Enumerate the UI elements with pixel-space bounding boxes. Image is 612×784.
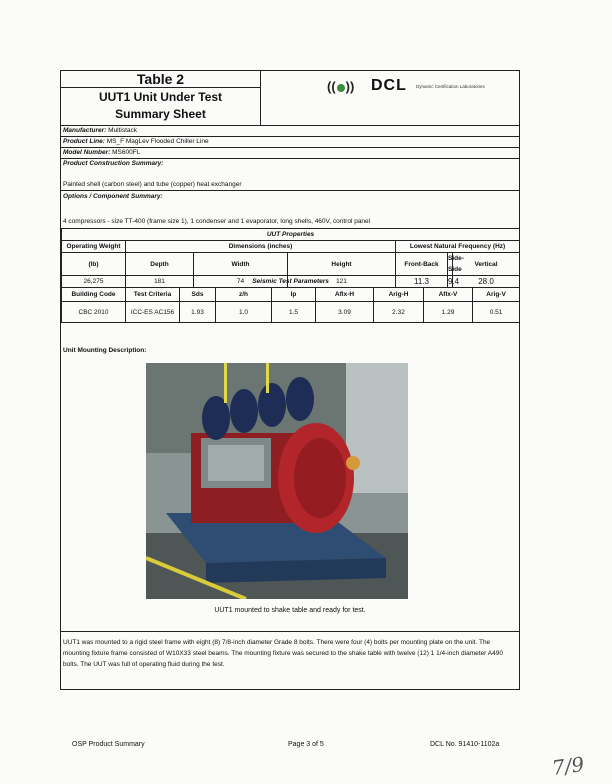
col-header: Arig-V xyxy=(473,288,520,302)
logo-globe-icon xyxy=(337,84,345,92)
table-cell: 1.0 xyxy=(216,302,272,323)
construction-value: Painted shell (carbon steel) and tube (copper) heat exchanger xyxy=(63,181,242,188)
footer-dcl-number: DCL No. 91410-1102a xyxy=(430,741,500,748)
product-line-value: MS_F MagLev Flooded Chiller Line xyxy=(106,138,209,145)
table-title: Table 2 xyxy=(61,71,260,88)
manufacturer-value: Multistack xyxy=(108,127,138,134)
col-header: Side-Side xyxy=(448,253,453,276)
chiller-photo-illustration xyxy=(146,363,408,599)
dimensions-header: Dimensions (inches) xyxy=(126,241,396,253)
handwritten-note: 7/9 xyxy=(550,751,586,781)
col-header: Test Criteria xyxy=(126,288,180,302)
weight-unit: (lb) xyxy=(62,253,126,276)
seismic-table xyxy=(61,275,520,323)
table-cell: 1.5 xyxy=(272,302,316,323)
construction-label-row xyxy=(61,158,519,169)
seismic-title: Seismic Test Parameters xyxy=(62,276,520,288)
options-value-row xyxy=(61,202,519,228)
frequency-header: Lowest Natural Frequency (Hz) xyxy=(396,241,520,253)
sheet-subtitle-2: Summary Sheet xyxy=(115,107,206,121)
uut-properties-title: UUT Properties xyxy=(62,229,520,241)
col-header: Width xyxy=(194,253,288,276)
weight-header: Operating Weight xyxy=(62,241,126,253)
table-cell: 9.4 xyxy=(448,277,460,286)
col-header: z/h xyxy=(216,288,272,302)
options-label-row xyxy=(61,191,519,202)
table-cell: 11.3 xyxy=(396,276,448,288)
manufacturer-label: Manufacturer: xyxy=(63,127,107,134)
model-value: MS600FL xyxy=(112,149,141,156)
sheet-header xyxy=(61,71,519,126)
table-cell: 1.93 xyxy=(180,302,216,323)
table-cell: CBC 2010 xyxy=(62,302,126,323)
table-cell: 28.0 xyxy=(453,276,520,288)
table-cell: ICC-ES AC156 xyxy=(126,302,180,323)
uut-photo xyxy=(146,363,408,599)
footer-page-number: Page 3 of 5 xyxy=(288,741,324,748)
options-label: Options / Component Summary: xyxy=(63,193,163,200)
table-cell: 1.29 xyxy=(424,302,473,323)
col-header: Aflx-H xyxy=(316,288,374,302)
summary-sheet xyxy=(60,70,520,690)
logo-subtext: Dynamic Certification Laboratories xyxy=(416,84,485,89)
footer-left: OSP Product Summary xyxy=(72,741,145,748)
table-cell: 0.51 xyxy=(473,302,520,323)
table-cell: 121 xyxy=(288,276,396,288)
col-header: Aflx-V xyxy=(424,288,473,302)
construction-value-row xyxy=(61,169,519,191)
table-cell: 2.32 xyxy=(374,302,424,323)
col-header: Sds xyxy=(180,288,216,302)
title-block xyxy=(61,71,261,125)
options-value: 4 compressors - size TT-400 (frame size 1), 1 condenser and 1 evaporator, long shells, 460V, control panel xyxy=(63,218,371,225)
col-header: Front-Back xyxy=(396,253,448,276)
dcl-logo xyxy=(261,71,519,125)
construction-label: Product Construction Summary: xyxy=(63,160,164,167)
col-header: Vertical xyxy=(453,253,520,276)
product-line-label: Product Line: xyxy=(63,138,105,145)
col-header: Building Code xyxy=(62,288,126,302)
table-cell: 74 xyxy=(194,276,288,288)
col-header: Arig-H xyxy=(374,288,424,302)
table-cell: 26,275 xyxy=(62,276,126,288)
mounting-title: Unit Mounting Description: xyxy=(63,347,147,354)
col-header: Ip xyxy=(272,288,316,302)
mounting-description: UUT1 was mounted to a rigid steel frame with eight (8) 7/8-inch diameter Grade 8 bolts. There were four (4) bolts per mounting plate on the unit. The mounting fixture frame consisted of W10X33 steel beams. The mounting fixture was secured to the shake table with twelve (12) 1 1/4-inch diameter A490 bolts. The UUT was full of operating fluid during the test. xyxy=(61,631,519,670)
logo-text: DCL xyxy=(371,77,407,94)
sheet-subtitle-1: UUT1 Unit Under Test xyxy=(98,90,223,104)
table-cell: 181 xyxy=(126,276,194,288)
photo-caption: UUT1 mounted to shake table and ready for test. xyxy=(214,607,366,614)
table-cell: 3.09 xyxy=(316,302,374,323)
col-header: Height xyxy=(288,253,396,276)
logo-wave-icon: (( )) xyxy=(327,79,355,94)
model-label: Model Number: xyxy=(63,149,111,156)
col-header: Depth xyxy=(126,253,194,276)
